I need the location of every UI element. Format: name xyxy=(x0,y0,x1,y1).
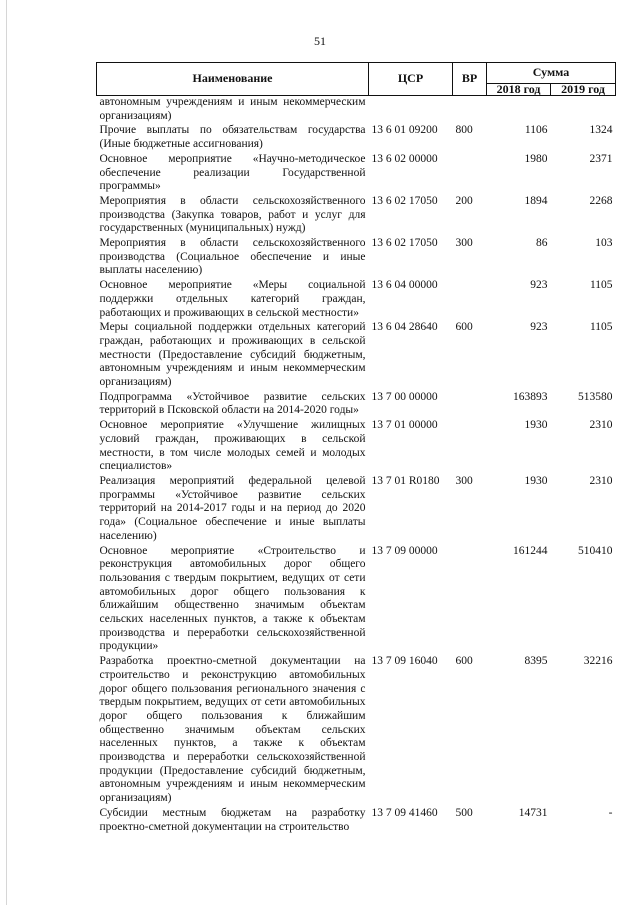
row-vr: 800 xyxy=(455,124,473,137)
row-sum-2019: 2310 xyxy=(589,419,613,432)
row-vr: 200 xyxy=(455,194,473,207)
row-vr xyxy=(453,279,487,321)
row-csr: 13 6 02 17050 xyxy=(371,237,438,250)
row-sum-2018: 161244 xyxy=(513,544,548,557)
header-year-2018: 2018 год xyxy=(487,84,551,96)
row-sum-2018: 1930 xyxy=(524,419,548,432)
row-name: Основное мероприятие «Меры социальной поддержки отдельных категорий граждан, работающих и проживающих в сельской местности» xyxy=(99,279,366,319)
row-name: Мероприятия в области сельскохозяйственного производства (Закупка товаров, работ и услуг для государственных (муниципальных) нужд) xyxy=(99,194,366,235)
row-name: Основное мероприятие «Улучшение жилищных условий граждан, проживающих в сельской местности, в том числе молодых семей и молодых специалистов» xyxy=(99,419,366,473)
row-csr: 13 6 02 17050 xyxy=(371,194,438,207)
header-vr: ВР xyxy=(453,63,487,96)
row-name: Меры социальной поддержки отдельных категорий граждан, работающих и проживающих в сельской местности (Предоставление субсидий бюджетным, автономным учреждениям и иным некоммерческим организациям) xyxy=(99,321,366,389)
row-vr xyxy=(453,391,487,419)
row-sum-2019: 32216 xyxy=(583,655,613,668)
table-row xyxy=(97,96,616,125)
row-csr: 13 7 01 00000 xyxy=(371,419,438,432)
row-name: Мероприятия в области сельскохозяйственного производства (Социальное обеспечение и иные выплаты населению) xyxy=(99,237,366,277)
row-name: автономным учреждениям и иным некоммерческим организациям) xyxy=(99,96,366,122)
row-csr: 13 6 02 00000 xyxy=(371,152,438,165)
row-sum-2018: 14731 xyxy=(518,806,548,819)
row-sum-2019: 2371 xyxy=(589,152,613,165)
row-name: Основное мероприятие «Строительство и реконструкция автомобильных дорог общего пользования с твердым покрытием, ведущих от сети автомобильных дорог общего пользования к ближайшим общественно значимым объектам сельских населенных пунктов, а также к объектам производства и переработки сельскохозяйственной продукции» xyxy=(99,544,366,653)
table-row xyxy=(97,124,616,152)
row-vr: 500 xyxy=(455,806,473,819)
row-csr: 13 6 01 09200 xyxy=(371,124,438,137)
row-csr: 13 7 09 41460 xyxy=(371,806,438,819)
budget-table xyxy=(96,62,616,835)
table-row xyxy=(97,153,616,195)
row-sum-2018: 923 xyxy=(530,321,548,334)
row-name: Реализация мероприятий федеральной целевой программы «Устойчивое развитие сельских территорий на 2014-2017 годы и на период до 2020 года» (Социальное обеспечение и иные выплаты населению) xyxy=(99,474,366,542)
row-name: Разработка проектно-сметной документации на строительство и реконструкцию автомобильных дорог общего пользования регионального значения с твердым покрытием, ведущих от сети автомобильных дорог общего пользования к ближайшим общественно значимым объектам сельских населенных пунктов, а также к объектам производства и переработки сельскохозяйственной продукции (Предоставление субсидий бюджетным, автономным учреждениям и иным некоммерческим организациям) xyxy=(99,655,366,805)
table-row xyxy=(97,655,616,807)
row-csr: 13 7 01 R0180 xyxy=(371,474,440,487)
header-csr: ЦСР xyxy=(369,63,453,96)
row-sum-2019: 1324 xyxy=(589,124,613,137)
row-csr: 13 7 00 00000 xyxy=(371,390,438,403)
row-sum-2019: 2310 xyxy=(589,474,613,487)
row-sum-2018: 1894 xyxy=(524,194,548,207)
row-name: Основное мероприятие «Научно-методическое обеспечение реализации Государственной программы» xyxy=(99,152,366,193)
table-row xyxy=(97,807,616,835)
row-csr xyxy=(369,96,453,125)
row-csr: 13 6 04 28640 xyxy=(371,321,438,334)
row-vr xyxy=(453,96,487,125)
row-sum-2018 xyxy=(487,96,551,125)
header-year-2019: 2019 год xyxy=(551,84,616,96)
row-sum-2019: 513580 xyxy=(578,390,613,403)
row-sum-2019: 1105 xyxy=(589,321,613,334)
row-sum-2019: 103 xyxy=(595,237,613,250)
row-sum-2019: 510410 xyxy=(578,544,613,557)
row-vr xyxy=(453,419,487,475)
header-name: Наименование xyxy=(97,63,369,96)
row-vr xyxy=(453,545,487,656)
row-name: Субсидии местным бюджетам на разработку проектно-сметной документации на строительство xyxy=(99,806,366,833)
row-csr: 13 7 09 16040 xyxy=(371,655,438,668)
scan-edge-line xyxy=(6,0,7,905)
table-body xyxy=(97,96,616,836)
row-sum-2019: - xyxy=(608,806,613,819)
table-row xyxy=(97,237,616,279)
table-row xyxy=(97,195,616,237)
row-sum-2018: 1930 xyxy=(524,474,548,487)
row-sum-2018: 8395 xyxy=(524,655,548,668)
row-sum-2019: 1105 xyxy=(589,279,613,292)
row-vr: 600 xyxy=(455,321,473,334)
row-vr: 300 xyxy=(455,474,473,487)
table-row xyxy=(97,391,616,419)
table-header xyxy=(97,63,616,96)
row-vr: 300 xyxy=(455,237,473,250)
row-sum-2018: 1980 xyxy=(524,152,548,165)
page-number: 51 xyxy=(314,34,326,48)
row-vr xyxy=(453,153,487,195)
row-sum-2018: 923 xyxy=(530,279,548,292)
table-row xyxy=(97,321,616,391)
row-name: Подпрограмма «Устойчивое развитие сельских территорий в Псковской области на 2014-2020 годы» xyxy=(99,390,366,417)
table-row xyxy=(97,475,616,545)
header-sum: Сумма xyxy=(487,63,616,84)
row-sum-2018: 86 xyxy=(536,237,548,250)
row-csr: 13 7 09 00000 xyxy=(371,544,438,557)
table-row xyxy=(97,545,616,656)
row-sum-2019: 2268 xyxy=(589,194,613,207)
row-sum-2018: 163893 xyxy=(513,390,548,403)
row-sum-2018: 1106 xyxy=(524,124,548,137)
table-row xyxy=(97,279,616,321)
row-vr: 600 xyxy=(455,655,473,668)
row-sum-2019 xyxy=(551,96,616,125)
row-name: Прочие выплаты по обязательствам государства (Иные бюджетные ассигнования) xyxy=(99,124,366,151)
row-csr: 13 6 04 00000 xyxy=(371,279,438,292)
table-row xyxy=(97,419,616,475)
